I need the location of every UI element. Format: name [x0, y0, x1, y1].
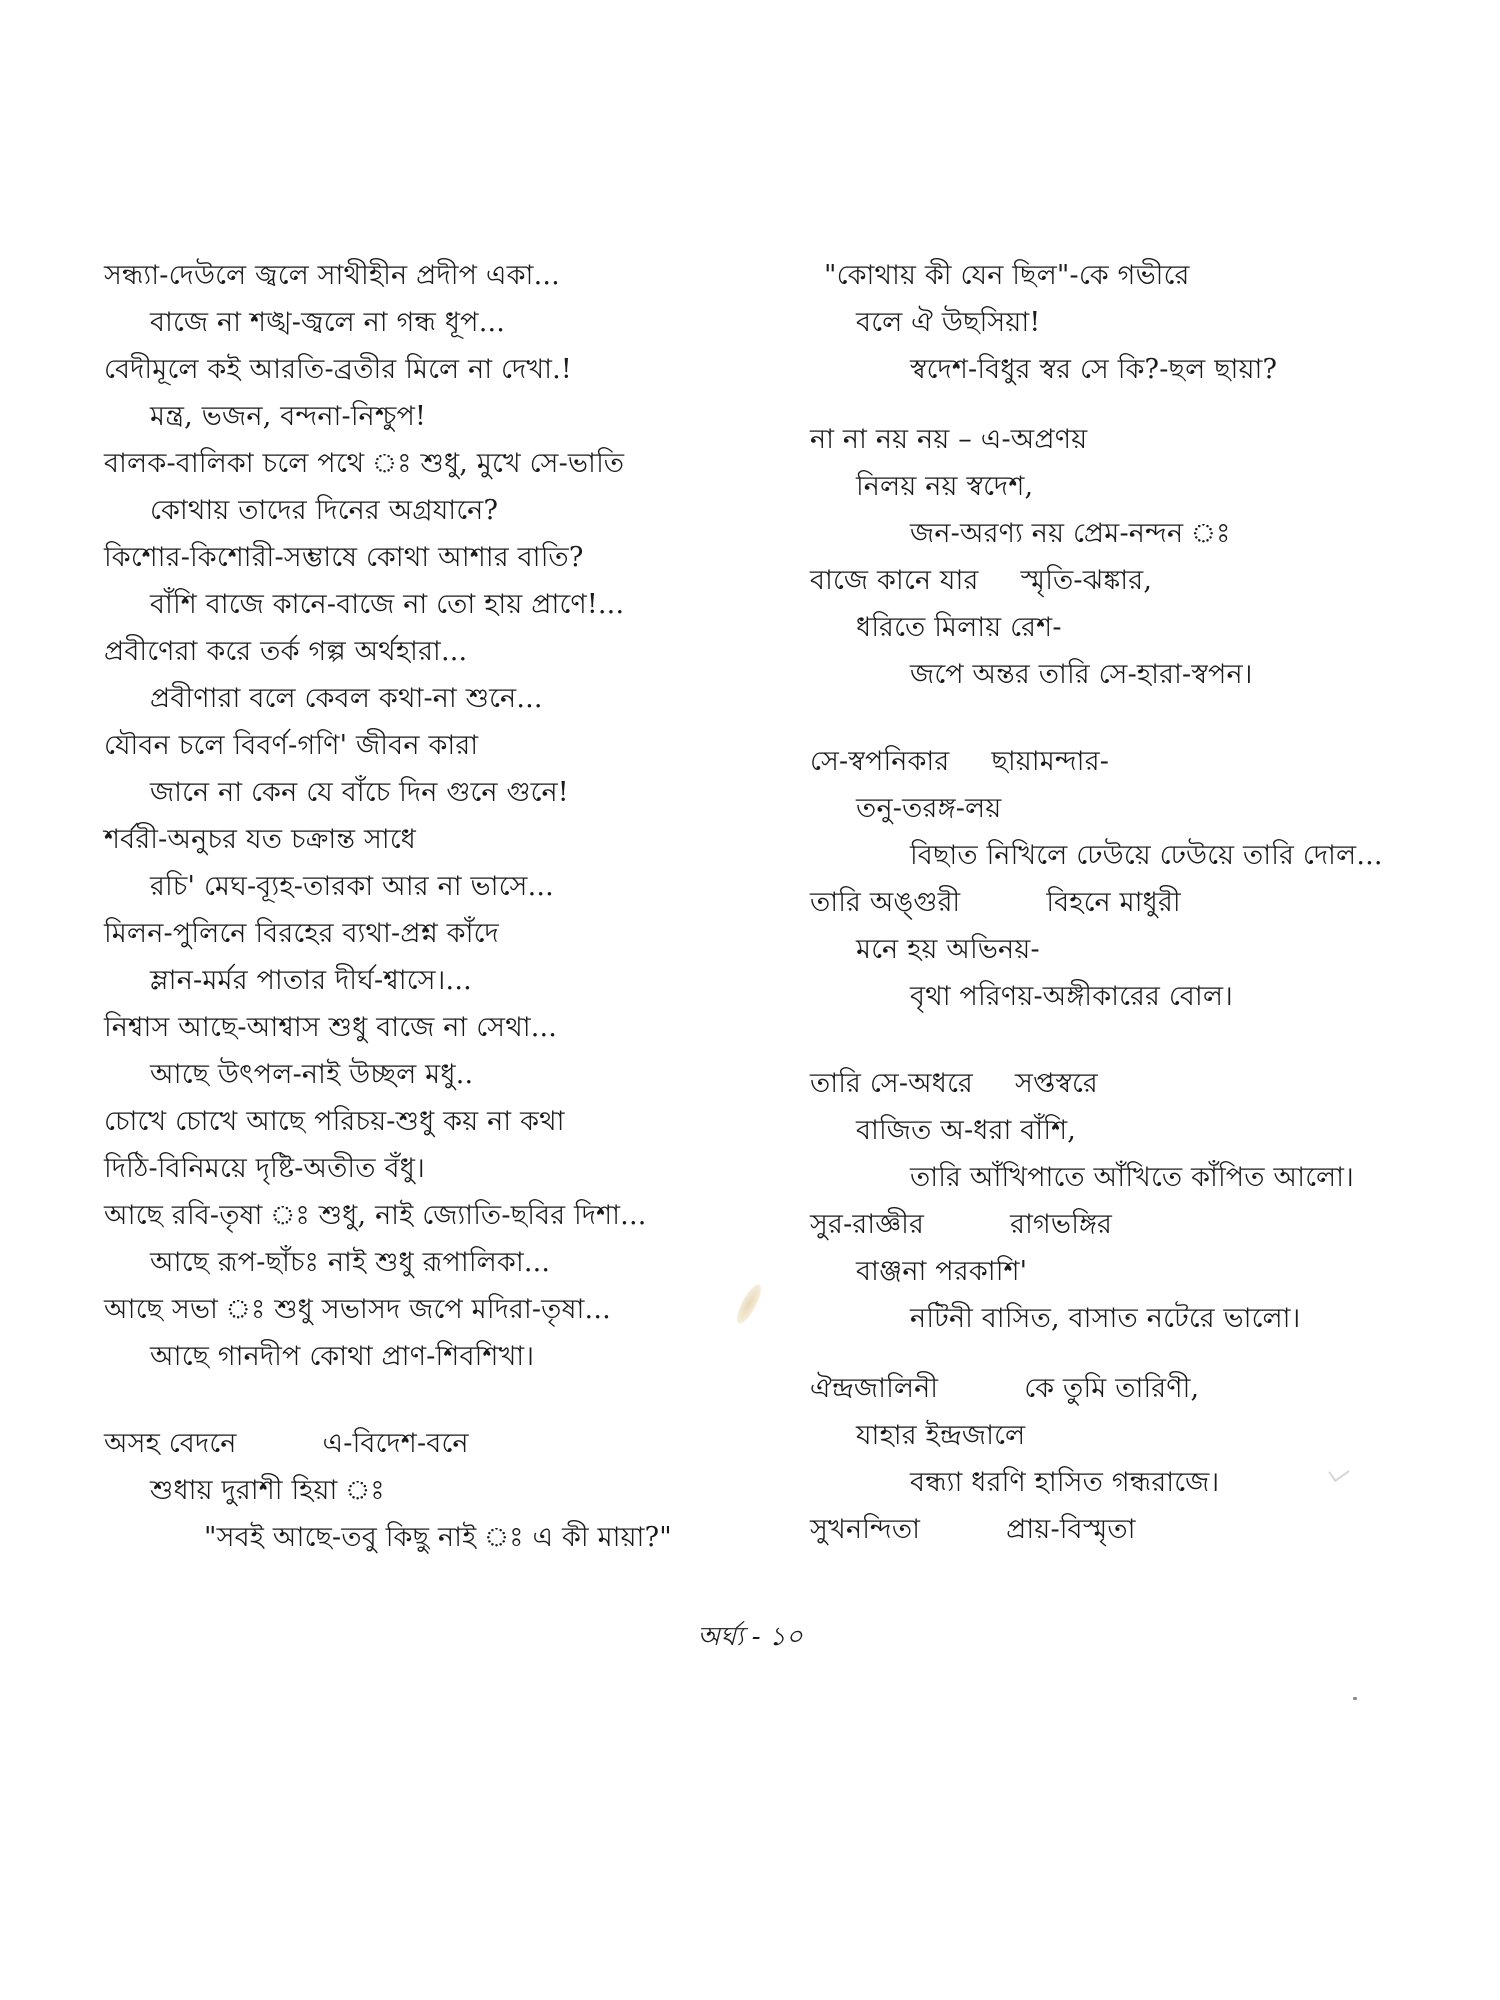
- poem-line: জপে অন্তর তারি সে-হারা-স্বপন।: [910, 659, 1253, 690]
- poem-line: [810, 738, 1470, 785]
- poem-phrase: অসহ বেদনে: [104, 1428, 237, 1459]
- poem-line: বাজিত অ-ধরা বাঁশি,: [856, 1115, 1077, 1146]
- poem-line: আছে রবি-তৃষা ঃ শুধু, নাই জ্যোতি-ছবির দিশা...: [104, 1200, 647, 1231]
- poem-line: [810, 1060, 1470, 1107]
- poem-phrase: তারি অঙ্গুরী: [810, 887, 961, 918]
- poem-line: শর্বরী-অনুচর যত চক্রান্ত সাধে: [104, 824, 417, 855]
- poem-line: সন্ধ্যা-দেউলে জ্বলে সাথীহীন প্রদীপ একা...: [104, 260, 560, 291]
- poem-line: [810, 557, 1470, 604]
- poem-line: বন্ধ্যা ধরণি হাসিত গন্ধরাজে।: [910, 1467, 1220, 1498]
- poem-phrase: সুখনন্দিতা: [810, 1514, 921, 1545]
- poem-line: "সবই আছে-তবু কিছু নাই ঃ এ কী মায়া?": [204, 1522, 672, 1553]
- poem-phrase: তারি সে-অধরে: [810, 1068, 973, 1099]
- poem-line: আছে গানদীপ কোথা প্রাণ-শিবশিখা।: [150, 1341, 535, 1372]
- poem-line: "কোথায় কী যেন ছিল"-কে গভীরে: [824, 260, 1190, 291]
- poem-line: আছে সভা ঃ শুধু সভাসদ জপে মদিরা-তৃষা...: [104, 1294, 611, 1325]
- poem-phrase: সে-স্বপনিকার: [810, 746, 950, 777]
- poem-phrase: রাগভঙ্গির: [1010, 1209, 1113, 1240]
- poem-line: নটিনী বাসিত, বাসাত নটেরে ভালো।: [910, 1303, 1301, 1334]
- poem-line: ম্লান-মর্মর পাতার দীর্ঘ-শ্বাসে।...: [150, 965, 472, 996]
- poem-line: বলে ঐ উছসিয়া!: [856, 307, 1041, 338]
- poem-line: আছে রূপ-ছাঁচঃ নাই শুধু রূপালিকা...: [150, 1247, 551, 1278]
- poem-line: [810, 1201, 1470, 1248]
- poem-line: শুধায় দুরাশী হিয়া ঃ: [150, 1475, 385, 1506]
- stanza-gap: [104, 1380, 744, 1420]
- poem-phrase: প্রায়-বিস্মৃতা: [1006, 1514, 1136, 1545]
- poem-line: নিলয় নয় স্বদেশ,: [856, 471, 1034, 502]
- poem-line: বাঞ্জনা পরকাশি': [856, 1256, 1028, 1287]
- poem-line: তারি আঁখিপাতে আঁখিতে কাঁপিত আলো।: [910, 1162, 1355, 1193]
- stanza-gap: [810, 698, 1470, 738]
- poem-phrase: সুর-রাজ্ঞীর: [810, 1209, 925, 1240]
- poem-line: মন্ত্র, ভজন, বন্দনা-নিশ্চুপ!: [150, 401, 427, 432]
- poem-phrase: কে তুমি তারিণী,: [1024, 1373, 1200, 1404]
- poem-line: [810, 879, 1470, 926]
- poem-line: স্বদেশ-বিধুর স্বর সে কি?-ছল ছায়া?: [910, 354, 1278, 385]
- poem-line: বিছাত নিখিলে ঢেউয়ে ঢেউয়ে তারি দোল...: [910, 840, 1383, 871]
- stanza-gap: [810, 1020, 1470, 1060]
- poem-line: না না নয় নয় – এ-অপ্রণয়: [810, 424, 1088, 455]
- poem-phrase: বিহনে মাধুরী: [1046, 887, 1181, 918]
- poem-line: প্রবীণারা বলে কেবল কথা-না শুনে...: [150, 683, 543, 714]
- poem-line: রচি' মেঘ-ব্যূহ-তারকা আর না ভাসে...: [150, 871, 554, 902]
- poem-line: বাজে না শঙ্খ-জ্বলে না গন্ধ ধূপ...: [150, 307, 506, 338]
- poem-line: জন-অরণ্য নয় প্রেম-নন্দন ঃ: [910, 518, 1231, 549]
- poem-phrase: ছায়ামন্দার-: [991, 746, 1110, 777]
- poem-phrase: বাজে কানে যার: [810, 565, 979, 596]
- poem-line: [810, 1365, 1470, 1412]
- poem-line: ধরিতে মিলায় রেশ-: [856, 612, 1062, 643]
- poem-line: মনে হয় অভিনয়-: [856, 934, 1040, 965]
- poem-line: দিঠি-বিনিময়ে দৃষ্টি-অতীত বঁধু।: [104, 1153, 425, 1184]
- poem-line: বেদীমূলে কই আরতি-ব্রতীর মিলে না দেখা.!: [104, 354, 572, 385]
- poem-line: আছে উৎপল-নাই উচ্ছল মধু..: [150, 1059, 474, 1090]
- poem-phrase: ঐন্দ্রজালিনী: [810, 1373, 939, 1404]
- poem-line: [104, 1420, 744, 1467]
- poem-phrase: সপ্তস্বরে: [1014, 1068, 1098, 1099]
- poem-line: যাহার ইন্দ্রজালে: [856, 1420, 1026, 1451]
- page-number-label: অর্ঘ্য - ১০: [697, 1622, 803, 1652]
- poem-phrase: স্মৃতি-ঝঙ্কার,: [1020, 565, 1153, 596]
- poem-line: কোথায় তাদের দিনের অগ্রযানে?: [150, 495, 499, 526]
- poem-line: নিশ্বাস আছে-আশ্বাস শুধু বাজে না সেথা...: [104, 1012, 558, 1043]
- right-column: [810, 252, 1470, 1553]
- poem-phrase: এ-বিদেশ-বনে: [322, 1428, 469, 1459]
- stanza-gap: [810, 1342, 1470, 1365]
- stanza-gap: [810, 393, 1470, 416]
- poem-line: যৌবন চলে বিবর্ণ-গণি' জীবন কারা: [104, 730, 479, 761]
- poem-line: মিলন-পুলিনে বিরহের ব্যথা-প্রশ্ন কাঁদে: [104, 918, 499, 949]
- poem-line: জানে না কেন যে বাঁচে দিন গুনে গুনে!: [150, 777, 569, 808]
- poem-line: বালক-বালিকা চলে পথে ঃ শুধু, মুখে সে-ভাতি: [104, 448, 625, 479]
- poem-line: চোখে চোখে আছে পরিচয়-শুধু কয় না কথা: [104, 1106, 565, 1137]
- left-column: [104, 252, 744, 1561]
- poem-line: বৃথা পরিণয়-অঙ্গীকারের বোল।: [910, 981, 1234, 1012]
- poem-line: তনু-তরঙ্গ-লয়: [856, 793, 1002, 824]
- poem-line: [810, 1506, 1470, 1553]
- poem-line: প্রবীণেরা করে তর্ক গল্প অর্থহারা...: [104, 636, 468, 667]
- poem-line: কিশোর-কিশোরী-সম্ভাষে কোথা আশার বাতি?: [104, 542, 584, 573]
- dust-speck: [1353, 1697, 1357, 1700]
- poem-line: বাঁশি বাজে কানে-বাজে না তো হায় প্রাণে!...: [150, 589, 625, 620]
